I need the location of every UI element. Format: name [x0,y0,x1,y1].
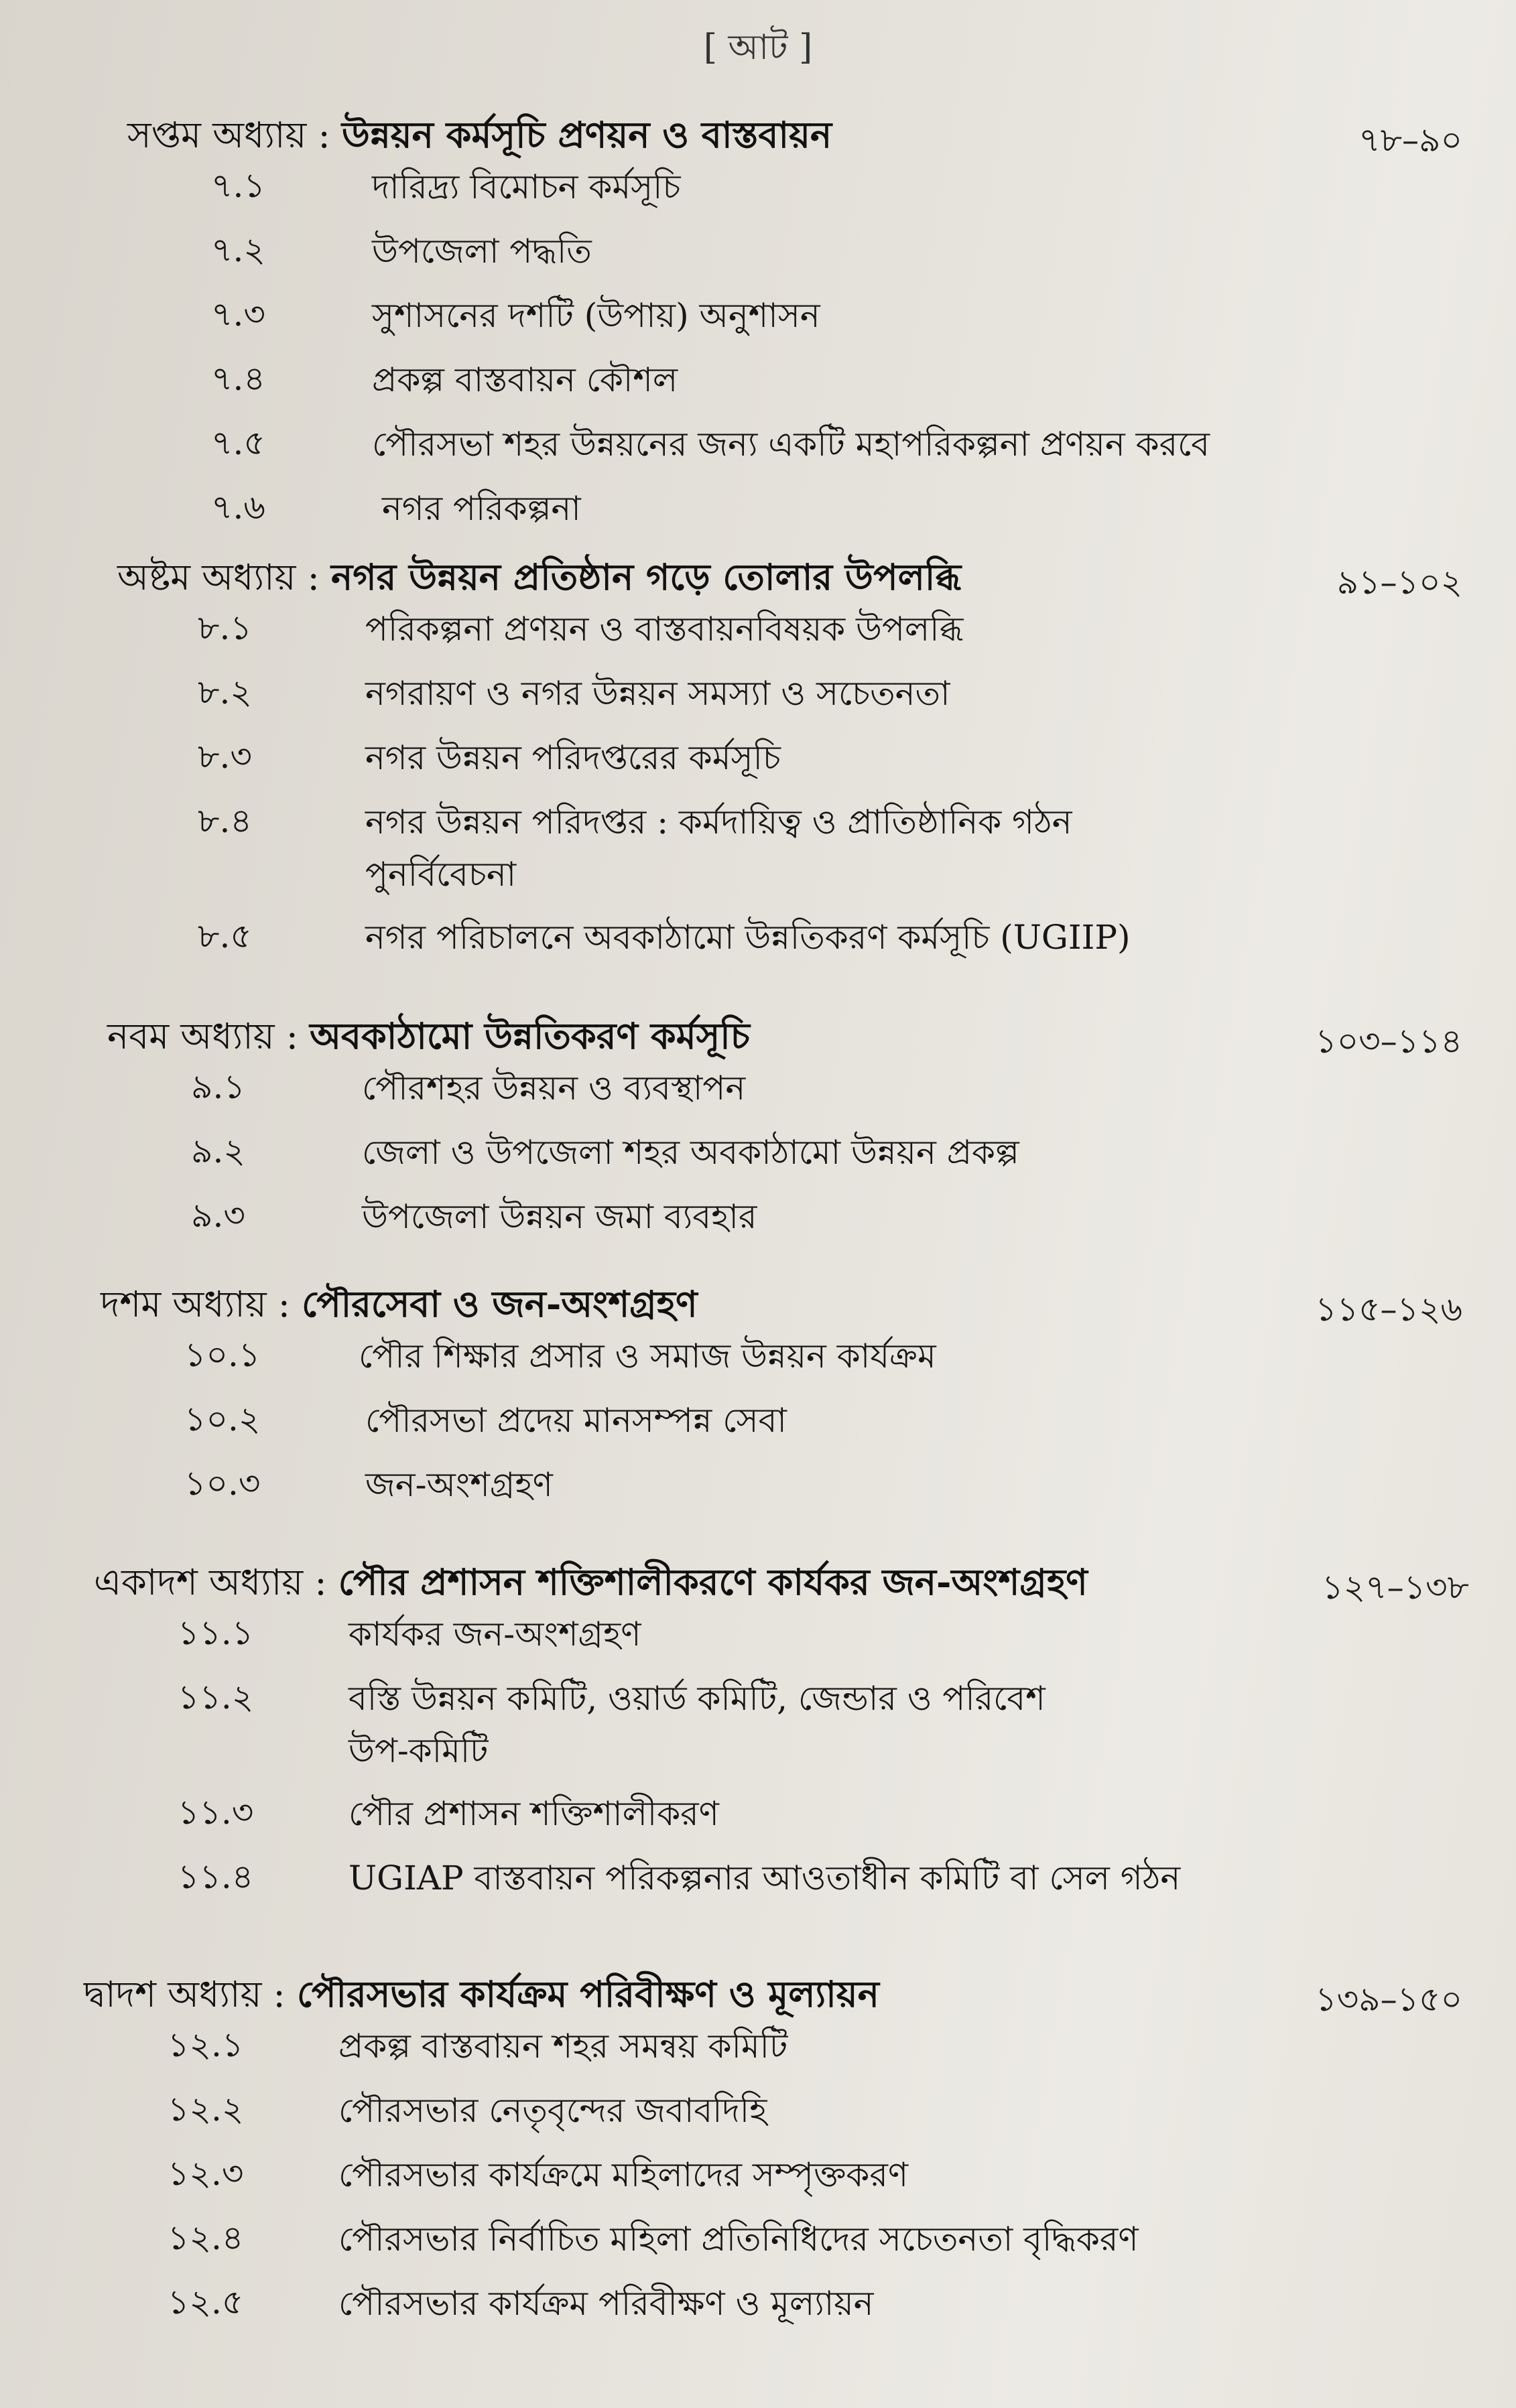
section-number: ৯.১ [191,1067,245,1106]
toc-section [0,289,1516,354]
chapter-page-range: ১০৩–১১৪ [1315,1022,1462,1061]
section-number: ৮.২ [198,673,252,712]
section-number: ৭.৬ [211,488,265,527]
toc-section [0,225,1516,289]
section-number: ১২.২ [168,2090,244,2129]
section-title: পৌরসভা শহর উন্নয়নের জন্য একটি মহাপরিকল্পনা প্রণয়ন করবে [372,425,1210,464]
chapter-name: পৌর প্রশাসন শক্তিশালীকরণে কার্যকর জন-অংশগ্রহণ [338,1560,1088,1603]
chapter-name: অবকাঠামো উন্নতিকরণ কর্মসূচি [310,1014,750,1057]
toc-section [0,911,1516,976]
chapter-10 [0,1276,1516,1523]
chapter-name: উন্নয়ন কর্মসূচি প্রণয়ন ও বাস্তবায়ন [341,113,832,156]
toc-section [0,1672,1516,1788]
section-title: দারিদ্র্য বিমোচন কর্মসূচি [372,168,681,206]
chapter-label: একাদশ অধ্যায় : [94,1561,327,1603]
section-number: ১২.১ [168,2025,244,2064]
section-title: পৌরসভার নেতৃবৃন্দের জবাবদিহি [338,2091,767,2130]
toc-section [0,2277,1516,2342]
chapter-heading [0,549,1516,603]
toc-section [0,1608,1516,1672]
toc-section [0,354,1516,418]
toc-section [0,603,1516,667]
toc-section [0,796,1516,911]
section-title: পরিকল্পনা প্রণয়ন ও বাস্তবায়নবিষয়ক উপলব্ধি [365,610,964,649]
section-number: ৮.৫ [198,917,252,955]
toc-section [0,482,1516,547]
section-number: ১০.২ [184,1400,261,1439]
chapter-label: নবম অধ্যায় : [107,1015,298,1057]
chapter-title [94,1554,1088,1615]
section-title: উপজেলা পদ্ধতি [372,232,592,271]
toc-section [0,667,1516,732]
section-number: ১১.৩ [178,1793,254,1832]
chapter-page-range: ১১৫–১২৬ [1315,1290,1462,1329]
section-title: নগরায়ণ ও নগর উন্নয়ন সমস্যা ও সচেতনতা [365,674,950,713]
chapter-page-range: ৯১–১০২ [1336,563,1462,602]
toc-section [0,1330,1516,1394]
chapter-title [127,107,832,168]
section-number: ১০.১ [184,1335,261,1374]
chapter-12 [0,1966,1516,2342]
section-number: ৭.৫ [211,423,265,462]
toc-section [0,1852,1516,1916]
toc-section [0,1191,1516,1255]
page-number-header: [ আট ] [703,27,813,68]
toc-section [0,161,1516,225]
section-number: ৮.৪ [198,801,252,840]
section-number: ৭.১ [211,166,265,205]
toc-section [0,2149,1516,2213]
section-number: ৮.১ [198,608,252,647]
chapter-label: অষ্টম অধ্যায় : [117,556,320,598]
section-title: সুশাসনের দশটি (উপায়) অনুশাসন [372,296,820,335]
chapter-11 [0,1554,1516,1916]
toc-section [0,1788,1516,1852]
chapter-heading [0,1276,1516,1330]
chapter-label: দশম অধ্যায় : [101,1283,290,1325]
section-title: নগর উন্নয়ন পরিদপ্তরের কর্মসূচি [365,738,781,777]
section-title: প্রকল্প বাস্তবায়ন কৌশল [372,360,678,399]
section-number: ৮.৩ [198,737,252,776]
chapter-page-range: ১২৭–১৩৮ [1322,1568,1469,1607]
chapter-title [101,1276,698,1337]
section-title: উপজেলা উন্নয়ন জমা ব্যবহার [362,1197,757,1236]
chapter-title [107,1008,750,1069]
toc-section [0,1126,1516,1191]
chapter-page-range: ১৩৯–১৫০ [1315,1980,1462,2019]
section-number: ৯.৩ [191,1196,245,1235]
chapter-name: পৌরসেবা ও জন-অংশগ্রহণ [302,1282,698,1325]
chapter-label: দ্বাদশ অধ্যায় : [84,1973,286,2015]
chapter-name: নগর উন্নয়ন প্রতিষ্ঠান গড়ে তোলার উপলব্ধি [330,555,962,598]
section-number: ৭.৩ [211,295,265,334]
section-title: পৌরসভার কার্যক্রমে মহিলাদের সম্পৃক্তকরণ [338,2155,909,2194]
toc-section [0,1062,1516,1126]
toc-section [0,1459,1516,1523]
toc-section [0,732,1516,796]
section-title: নগর উন্নয়ন পরিদপ্তর : কর্মদায়িত্ব ও প্রাতিষ্ঠানিক গঠন পুনর্বিবেচনা [365,803,1072,894]
section-number: ৭.৪ [211,359,265,398]
chapter-9 [0,1008,1516,1255]
section-title: নগর পরিচালনে অবকাঠামো উন্নতিকরণ কর্মসূচি (UGIIP) [365,918,1131,957]
section-number: ৭.২ [211,230,265,269]
section-title: কার্যকর জন-অংশগ্রহণ [349,1615,641,1654]
chapter-page-range: ৭৮–৯০ [1359,121,1462,159]
chapter-7 [0,107,1516,547]
section-number: ১১.২ [178,1678,254,1717]
section-title: জন-অংশগ্রহণ [365,1465,553,1504]
section-title: বস্তি উন্নয়ন কমিটি, ওয়ার্ড কমিটি, জেন্ডার ও পরিবেশ উপ-কমিটি [349,1679,1046,1770]
chapter-title [117,549,961,610]
chapter-heading [0,1008,1516,1062]
section-number: ১২.৪ [168,2218,244,2257]
section-title: পৌরসভা প্রদেয় মানসম্পন্ন সেবা [365,1401,787,1440]
section-number: ১১.৪ [178,1857,254,1896]
chapter-title [84,1966,879,2027]
section-title: জেলা ও উপজেলা শহর অবকাঠামো উন্নয়ন প্রকল্প [362,1133,1019,1172]
section-title: পৌর প্রশাসন শক্তিশালীকরণ [349,1794,719,1833]
chapter-heading [0,1554,1516,1608]
section-number: ১০.৩ [184,1464,261,1503]
toc-section [0,2084,1516,2149]
section-title: নগর পরিকল্পনা [382,489,581,528]
toc-section [0,418,1516,482]
section-title: পৌরসভার কার্যক্রম পরিবীক্ষণ ও মূল্যায়ন [338,2284,874,2323]
section-title: পৌর শিক্ষার প্রসার ও সমাজ উন্নয়ন কার্যক্রম [359,1337,936,1376]
section-number: ১২.৩ [168,2154,244,2193]
chapter-8 [0,549,1516,976]
toc-section [0,2213,1516,2277]
section-number: ১১.১ [178,1613,254,1652]
section-title: UGIAP বাস্তবায়ন পরিকল্পনার আওতাধীন কমিটি বা সেল গঠন [349,1859,1181,1897]
toc-section [0,1394,1516,1459]
chapter-heading [0,1966,1516,2020]
chapter-heading [0,107,1516,161]
section-number: ১২.৫ [168,2283,244,2322]
section-title: পৌরশহর উন্নয়ন ও ব্যবস্থাপন [362,1069,746,1108]
chapter-name: পৌরসভার কার্যক্রম পরিবীক্ষণ ও মূল্যায়ন [296,1972,879,2015]
toc-section [0,2020,1516,2084]
section-title: পৌরসভার নির্বাচিত মহিলা প্রতিনিধিদের সচেতনতা বৃদ্ধিকরণ [338,2220,1139,2259]
chapter-label: সপ্তম অধ্যায় : [127,114,330,156]
section-number: ৯.২ [191,1132,245,1170]
section-title: প্রকল্প বাস্তবায়ন শহর সমন্বয় কমিটি [338,2027,788,2066]
